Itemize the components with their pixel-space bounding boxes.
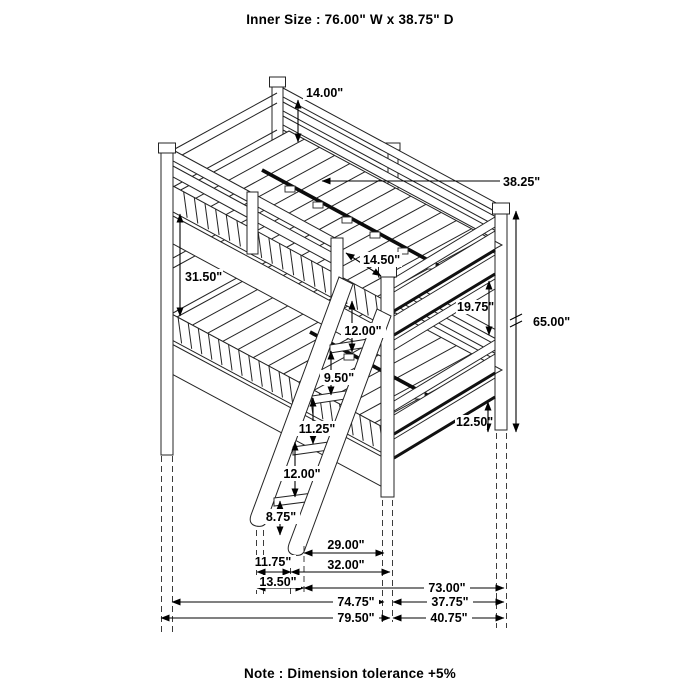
dim-label: 13.50"	[259, 575, 297, 589]
dim-row-40-75	[393, 611, 504, 625]
dim-label: 14.50"	[363, 253, 401, 267]
dim-label: 14.00"	[306, 86, 344, 100]
dim-label: 31.50"	[185, 270, 223, 284]
dim-label: 79.50"	[337, 611, 375, 625]
dim-label: 37.75"	[431, 595, 469, 609]
dim-row-37-75	[393, 595, 504, 609]
dim-label: 73.00"	[428, 581, 466, 595]
dim-row-29	[304, 538, 384, 553]
dim-label: 29.00"	[327, 538, 365, 552]
dim-label: 65.00"	[533, 315, 571, 329]
dim-label: 38.25"	[503, 175, 541, 189]
dim-row-11-75	[251, 555, 296, 572]
diagram-title: Inner Size : 76.00" W x 38.75" D	[246, 12, 454, 27]
dim-label: 74.75"	[337, 595, 375, 609]
dim-label: 12.50"	[456, 415, 494, 429]
dim-label: 12.00"	[344, 324, 382, 338]
dim-label: 11.25"	[298, 422, 336, 436]
dim-label: 32.00"	[327, 558, 365, 572]
dim-row-79-50	[161, 611, 390, 625]
bed-structure	[159, 77, 510, 555]
dim-overall-height	[510, 211, 574, 432]
tolerance-note: Note : Dimension tolerance +5%	[244, 666, 456, 681]
dim-label: 9.50"	[323, 371, 355, 385]
dim-row-13-50	[255, 575, 304, 589]
dim-label: 40.75"	[430, 611, 468, 625]
front-left-post	[159, 143, 176, 455]
dim-label: 11.75"	[254, 555, 292, 569]
dim-label: 12.00"	[283, 467, 321, 481]
dim-row-74-75	[172, 595, 384, 609]
front-right-post	[379, 266, 397, 497]
dim-row-32	[291, 558, 390, 572]
dim-row-73	[304, 581, 504, 595]
dim-label: 8.75"	[265, 510, 297, 524]
dim-label: 19.75"	[457, 300, 495, 314]
